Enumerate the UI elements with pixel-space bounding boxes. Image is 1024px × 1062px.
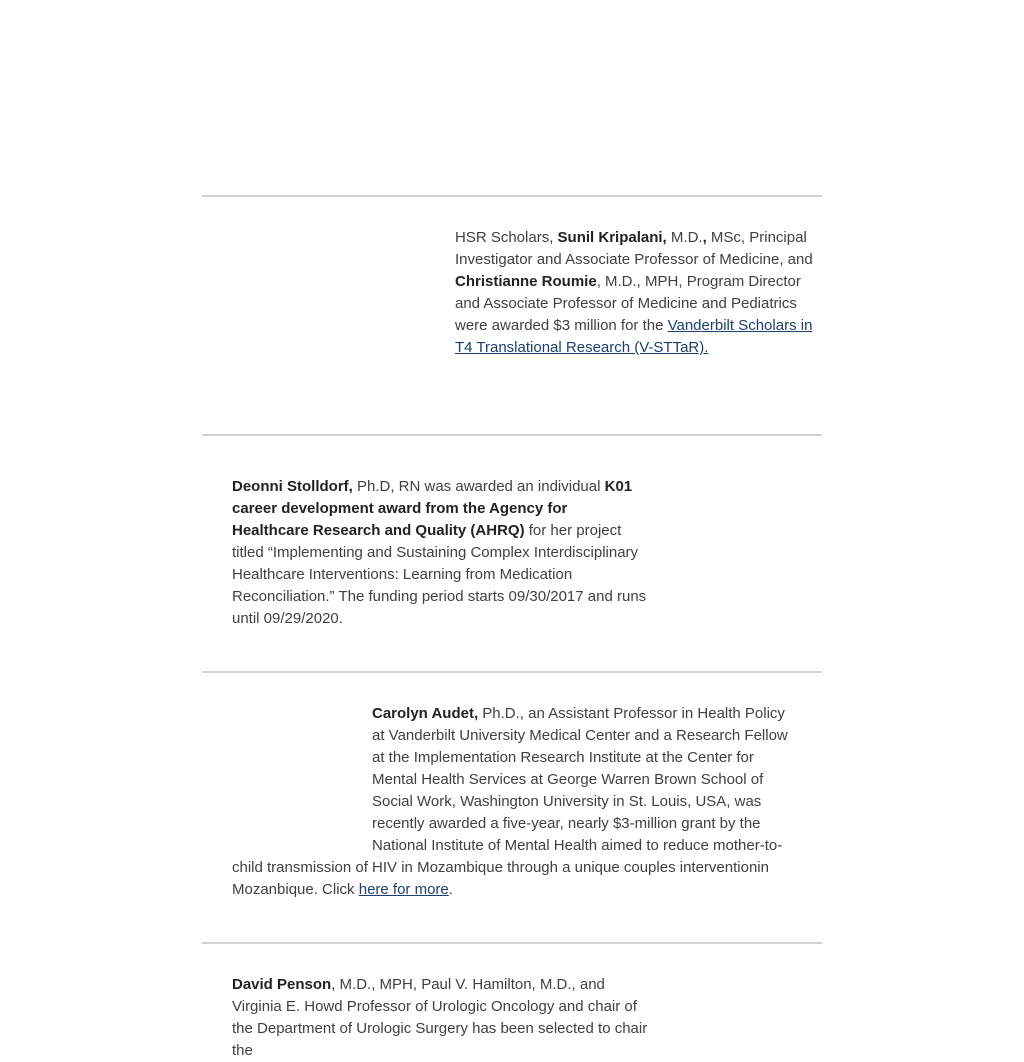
award-k01: K01 career development award from the Agency for Healthcare Research and Quality (AHRQ) (232, 478, 633, 539)
divider-3 (202, 671, 822, 673)
person-name-audet: Carolyn Audet, (372, 705, 479, 722)
item2-text2: for her project titled “Implementing and Sustaining Complex Interdisciplinary Healthcare Interventions: Learning from Medication Reconciliation.” The funding period starts 09/30/2017 and runs until 09/29/2020. (232, 522, 647, 627)
news-item-audet (232, 703, 797, 901)
item4-text1: , M.D., MPH, Paul V. Hamilton, M.D., and Virginia E. Howd Professor of Urologic Oncology and chair of the Department of Urologic Surgery has been selected to chair the (232, 976, 648, 1059)
divider-1 (202, 195, 822, 197)
item1-text2: MSc, Principal Investigator and Associate Professor of Medicine, and (455, 229, 813, 268)
item2-text1: Ph.D, RN was awarded an individual (352, 478, 605, 495)
image-placeholder (232, 703, 372, 857)
news-item-penson (232, 974, 657, 1062)
item3-text2: . (448, 881, 453, 898)
person-name-penson: David Penson (232, 976, 332, 993)
divider-2 (202, 434, 822, 436)
person-name-kripalani: Sunil Kripalani, (557, 229, 667, 246)
v-sttar-link[interactable]: Vanderbilt Scholars in T4 Translational Research (V-STTaR). (455, 317, 813, 356)
item3-text1: Ph.D., an Assistant Professor in Health Policy at Vanderbilt University Medical Center and a Research Fellow at the Implementation Research Institute at the Center for Mental Health Services at George Warren Brown School of Social Work, Washington University in St. Louis, USA, was recently awarded a five-year, nearly $3-million grant by the National Institute of Mental Health aimed to reduce mother-to-child transmission of HIV in Mozambique through a unique couples interventionin Mozanbique. Click (232, 705, 788, 898)
news-item-stolldorf (232, 476, 647, 630)
here-for-more-link[interactable]: here for more (358, 881, 449, 898)
item1-text3: , M.D., MPH, Program Director and Associate Professor of Medicine and Pediatrics were awarded $3 million for the (455, 273, 801, 334)
news-item-kripalani-roumie (455, 227, 815, 359)
item1-lead: HSR Scholars, (455, 229, 558, 246)
divider-4 (202, 942, 822, 944)
person-name-stolldorf: Deonni Stolldorf, (232, 478, 353, 495)
item1-text1: M.D. (666, 229, 703, 246)
item1-comma: , (702, 229, 707, 246)
person-name-roumie: Christianne Roumie (455, 273, 597, 290)
